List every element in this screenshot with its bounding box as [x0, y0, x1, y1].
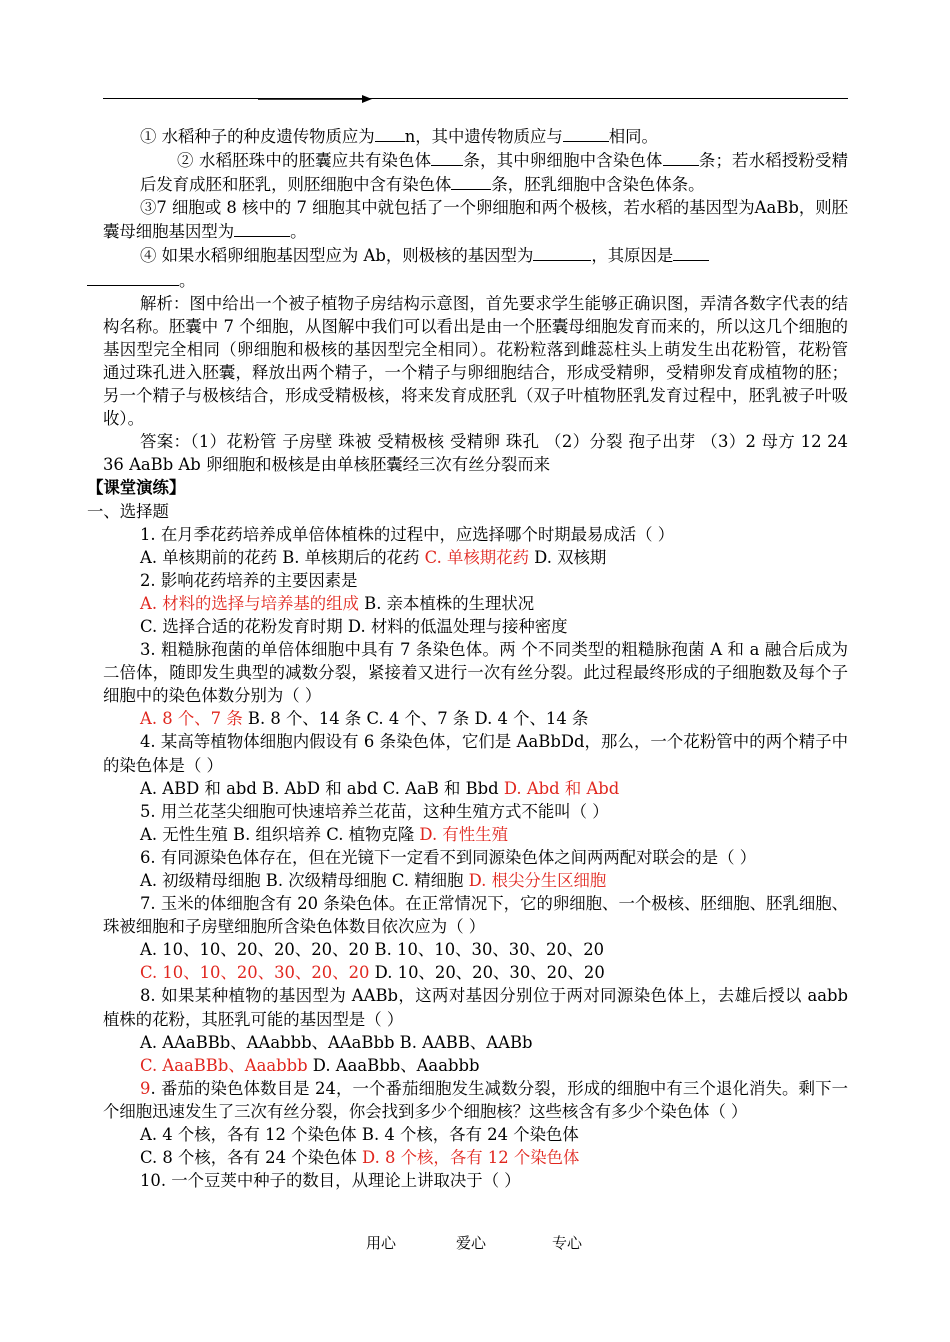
question-1-options: A. 单核期前的花药 B. 单核期后的花药 C. 单核期花药 D. 双核期	[140, 547, 607, 567]
fill-q3: ③7 细胞或 8 核中的 7 细胞其中就包括了一个卵细胞和两个极核，若水稻的基因型为AaBb，则胚囊母细胞基因型为 。	[103, 198, 848, 242]
question-4-options: A. ABD 和 abd B. AbD 和 abd C. AaB 和 Bbd D. Abd 和 Abd	[140, 778, 620, 798]
footer-text-3: 专心	[552, 1234, 583, 1252]
section-title: 【课堂演练】	[87, 478, 186, 498]
fill-q2: ② 水稻胚珠中的胚囊应共有染色体 条，其中卵细胞中含染色体 条；若水稻授粉受精后发育成胚和胚乳，则胚细胞中含有染色体 条，胚乳细胞中含染色体条。	[103, 148, 848, 196]
footer-text-1: 用心	[366, 1234, 397, 1252]
question-6: 6. 有同源染色体存在，但在光镜下一定看不到同源染色体之间两两配对联会的是（ ）	[140, 847, 757, 867]
question-3-options: A. 8 个、7 条 B. 8 个、14 条 C. 4 个、7 条 D. 4 个、14 条	[140, 709, 589, 729]
question-9-options-ab: A. 4 个核，各有 12 个染色体 B. 4 个核，各有 24 个染色体	[140, 1125, 579, 1145]
question-3: 3. 粗糙脉孢菌的单倍体细胞中具有 7 条染色体。两 个不同类型的粗糙脉孢菌 A 和 a 融合后成为二倍体，随即发生典型的减数分裂，紧接着又进行一次有丝分裂。此过程最终形成的子细胞数及每个子细胞中的染色体数分别为（ ）	[103, 640, 848, 706]
arrow-icon	[258, 95, 372, 103]
question-2-options-ab: A. 材料的选择与培养基的组成 B. 亲本植株的生理状况	[140, 593, 535, 613]
document-body	[87, 124, 848, 1192]
question-8-options-cd: C. AaaBBb、Aaabbb D. AaaBbb、Aaabbb	[140, 1055, 480, 1075]
header-rule	[103, 98, 848, 99]
fill-q1: ① 水稻种子的种皮遗传物质应为 n，其中遗传物质应与 相同。	[103, 124, 848, 148]
question-8: 8. 如果某种植物的基因型为 AABb，这两对基因分别位于两对同源染色体上，去雄后授以 aabb 植株的花粉，其胚乳可能的基因型是（ ）	[103, 986, 848, 1029]
question-5-options: A. 无性生殖 B. 组织培养 C. 植物克隆 D. 有性生殖	[140, 824, 508, 844]
question-6-options: A. 初级精母细胞 B. 次级精母细胞 C. 精细胞 D. 根尖分生区细胞	[140, 871, 607, 890]
question-9: 9. 番茄的染色体数目是 24，一个番茄细胞发生减数分裂，形成的细胞中有三个退化消失。剩下一个细胞迅速发生了三次有丝分裂，你会找到多少个细胞核？这些核含有多少个染色体（ ）	[103, 1078, 848, 1121]
question-7: 7. 玉米的体细胞含有 20 条染色体。在正常情况下，它的卵细胞、一个极核、胚细胞、胚乳细胞、珠被细胞和子房壁细胞所含染色体数目依次应为（ ）	[103, 894, 848, 937]
question-5: 5. 用兰花茎尖细胞可快速培养兰花苗，这种生殖方式不能叫（ ）	[140, 801, 609, 821]
question-2-options-cd: C. 选择合适的花粉发育时期 D. 材料的低温处理与接种密度	[140, 616, 568, 636]
fill-q4: ④ 如果水稻卵细胞基因型应为 Ab，则极核的基因型为 ，其原因是 。	[103, 243, 848, 291]
answer-text: 答案：（1）花粉管 子房壁 珠被 受精极核 受精卵 珠孔 （2）分裂 孢子出芽 （3）2 母方 12 24 36 AaBb Ab 卵细胞和极核是由单核胚囊经三次有丝分裂而来	[103, 432, 848, 475]
question-2: 2. 影响花药培养的主要因素是	[140, 570, 358, 590]
analysis-text: 解析：图中给出一个被子植物子房结构示意图，首先要求学生能够正确识图，弄清各数字代表的结构名称。胚囊中 7 个细胞，从图解中我们可以看出是由一个胚囊母细胞发育而来的，所以这几个细胞的基因型完全相同（卵细胞和极核的基因型完全相同）。花粉粒落到雌蕊柱头上萌发生出花粉管，花粉管通过珠孔进入胚囊，释放出两个精子，一个精子与卵细胞结合，形成受精卵，受精卵发育成植物的胚；另一个精子与极核结合，形成受精极核，将来发育成胚乳（双子叶植物胚乳发育过程中，胚乳被子叶吸收）。	[103, 293, 848, 429]
question-1: 1. 在月季花药培养成单倍体植株的过程中，应选择哪个时期最易成活（ ）	[140, 524, 675, 544]
footer-text-2: 爱心	[456, 1234, 487, 1252]
question-10: 10. 一个豆荚中种子的数目，从理论上讲取决于（ ）	[140, 1171, 521, 1191]
question-8-options-ab: A. AAaBBb、AAabbb、AAaBbb B. AABB、AABb	[140, 1032, 533, 1052]
subsection-title: 一、选择题	[87, 501, 169, 521]
question-4: 4. 某高等植物体细胞内假设有 6 条染色体，它们是 AaBbDd，那么，一个花粉管中的两个精子中的染色体是（ ）	[103, 732, 848, 775]
question-7-options-cd: C. 10、10、20、30、20、20 D. 10、20、20、30、20、20	[140, 963, 605, 983]
question-7-options-ab: A. 10、10、20、20、20、20 B. 10、10、30、30、20、20	[140, 940, 605, 960]
question-9-options-cd: C. 8 个核，各有 24 个染色体 D. 8 个核，各有 12 个染色体	[140, 1148, 580, 1168]
